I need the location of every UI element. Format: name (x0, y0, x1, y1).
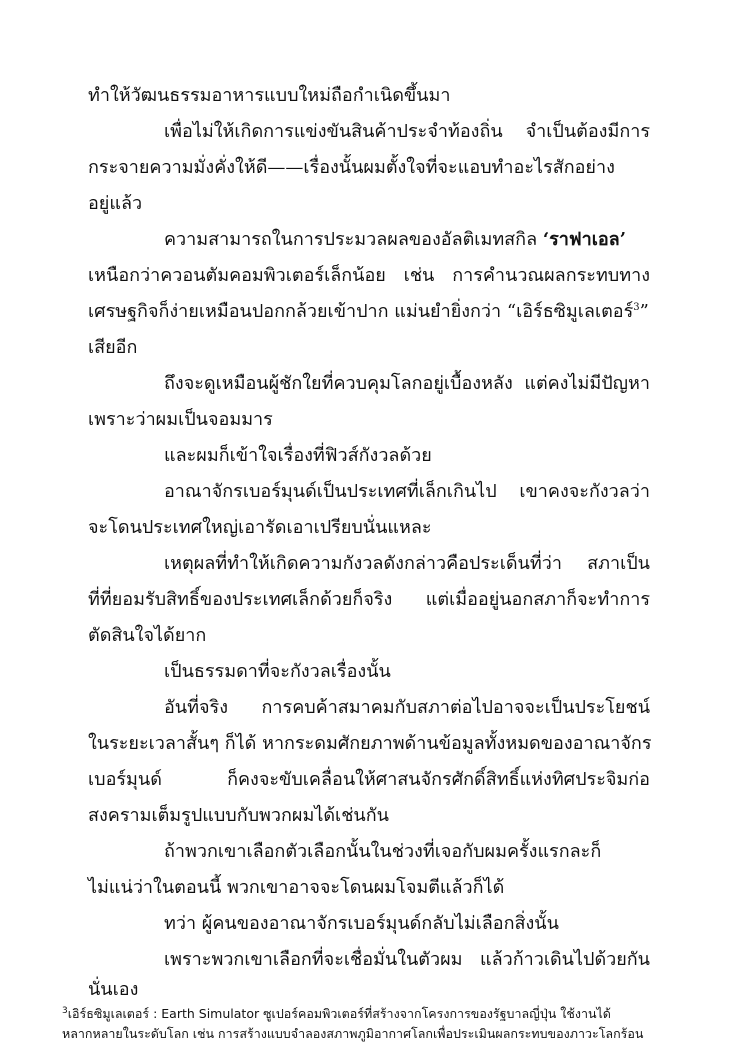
text-line: ตัดสินใจได้ยาก (88, 625, 207, 646)
footnote-continuation: หลากหลายในระดับโลก เช่น การสร้างแบบจำลองสภาพภูมิอากาศโลกเพื่อประเมินผลกระทบของภาวะโลกร้อน (62, 1026, 644, 1041)
text-line: ไม่แน่ว่าในตอนนี้ พวกเขาอาจจะโดนผมโจมตีแล้วก็ได้ (88, 877, 505, 898)
paragraph-start-line: อันที่จริง การคบค้าสมาคมกับสภาต่อไปอาจจะเป็นประโยชน์ (164, 697, 650, 718)
text-line: ทำให้วัฒนธรรมอาหารแบบใหม่ถือกำเนิดขึ้นมา (88, 85, 451, 106)
footnote-reference: 3 (633, 302, 640, 313)
text-line: เสียอีก (88, 337, 138, 358)
paragraph-start-line: ถึงจะดูเหมือนผู้ชักใยที่ควบคุมโลกอยู่เบื้องหลัง แต่คงไม่มีปัญหา (164, 373, 650, 394)
text-line: ที่ที่ยอมรับสิทธิ์ของประเทศเล็กด้วยก็จริง แต่เมื่ออยู่นอกสภาก็จะทำการ (88, 589, 650, 610)
footnote-marker: 3 (62, 1005, 68, 1016)
text-line: กระจายความมั่งคั่งให้ดี——เรื่องนั้นผมตั้งใจที่จะแอบทำอะไรสักอย่าง (88, 157, 615, 178)
paragraph-start-line (164, 228, 650, 252)
text-line: อยู่แล้ว (88, 193, 143, 214)
text-segment: เศรษฐกิจก็ง่ายเหมือนปอกกล้วยเข้าปาก แม่นยำยิ่งกว่า “เอิร์ธซิมูเลเตอร์ (88, 301, 634, 322)
skill-name: ‘ราฟาเอล’ (542, 229, 626, 250)
text-line: เบอร์มุนด์ ก็คงจะขับเคลื่อนให้ศาสนจักรศักดิ์สิทธิ์แห่งทิศประจิมก่อ (88, 769, 650, 790)
paragraph-start-line: ทว่า ผู้คนของอาณาจักรเบอร์มุนด์กลับไม่เลือกสิ่งนั้น (164, 913, 559, 934)
footnote-text: เอิร์ธซิมูเลเตอร์ : Earth Simulator ซูเปอร์คอมพิวเตอร์ที่สร้างจากโครงการของรัฐบาลญี่ปุ่น ใช้งานได้ (67, 1006, 611, 1021)
paragraph-start-line: ถ้าพวกเขาเลือกตัวเลือกนั้นในช่วงที่เจอกับผมครั้งแรกละก็ (164, 841, 602, 862)
paragraph-start-line: เพราะพวกเขาเลือกที่จะเชื่อมั่นในตัวผม แล้วก้าวเดินไปด้วยกัน (164, 949, 650, 970)
paragraph-start-line: เป็นธรรมดาที่จะกังวลเรื่องนั้น (164, 661, 391, 682)
text-line: นั่นเอง (88, 979, 139, 1000)
paragraph-start-line: อาณาจักรเบอร์มุนด์เป็นประเทศที่เล็กเกินไป เขาคงจะกังวลว่า (164, 481, 650, 502)
footnote (62, 1004, 658, 1024)
text-line: เหนือกว่าควอนตัมคอมพิวเตอร์เล็กน้อย เช่น การคำนวณผลกระทบทาง (88, 265, 650, 286)
text-line: สงครามเต็มรูปแบบกับพวกผมได้เช่นกัน (88, 805, 389, 826)
text-line: เพราะว่าผมเป็นจอมมาร (88, 409, 273, 430)
paragraph-start-line: เพื่อไม่ให้เกิดการแข่งขันสินค้าประจำท้องถิ่น จำเป็นต้องมีการ (164, 121, 650, 142)
text-line: ในระยะเวลาสั้นๆ ก็ได้ หากระดมศักยภาพด้านข้อมูลทั้งหมดของอาณาจักร (88, 733, 652, 754)
text-line: จะโดนประเทศใหญ่เอารัดเอาเปรียบนั่นแหละ (88, 517, 432, 538)
paragraph-start-line: เหตุผลที่ทำให้เกิดความกังวลดังกล่าวคือประเด็นที่ว่า สภาเป็น (164, 553, 650, 574)
text-line (88, 300, 650, 324)
text-segment: ” (639, 301, 649, 322)
paragraph-start-line: และผมก็เข้าใจเรื่องที่ฟิวส์กังวลด้วย (164, 445, 432, 466)
text-segment: ความสามารถในการประมวลผลของอัลติเมทสกิล (164, 229, 543, 250)
